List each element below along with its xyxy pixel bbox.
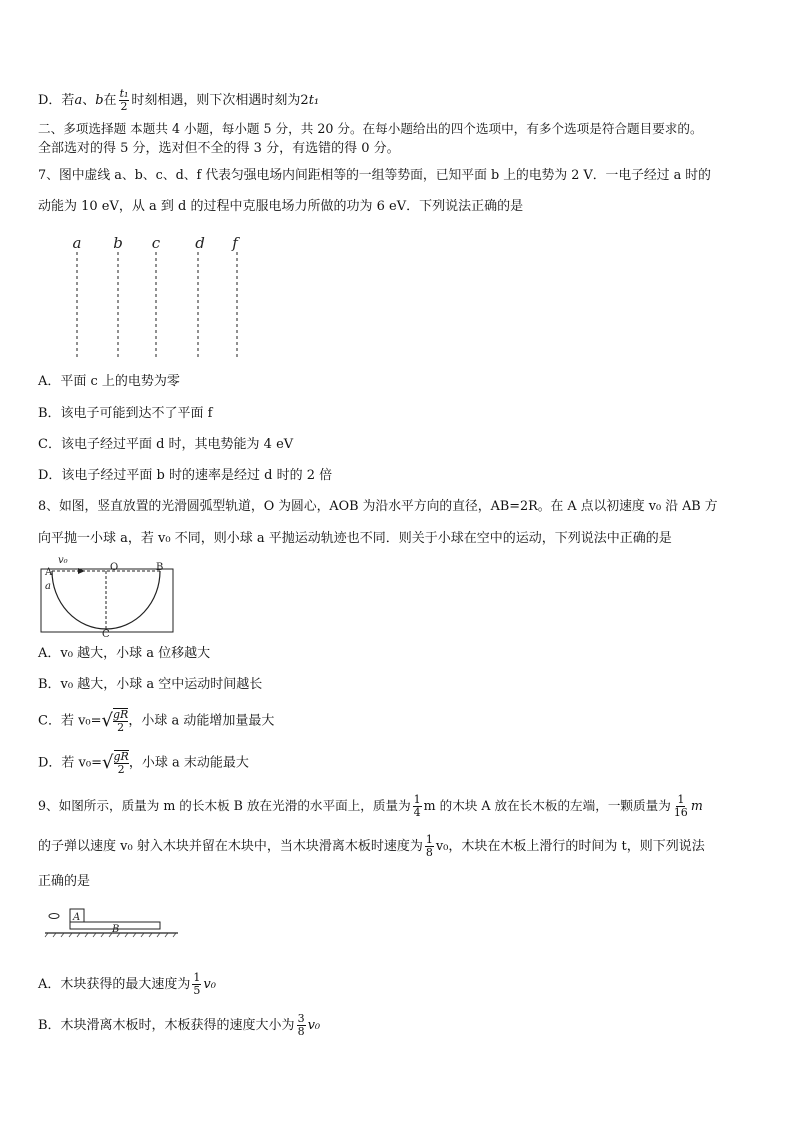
frac-denominator: 5: [193, 984, 201, 997]
q9-stem-line1: [38, 794, 703, 819]
q6-optd-t: t₁: [308, 93, 320, 108]
q8-optd-post: ，小球 a 末动能最大: [128, 755, 249, 771]
q9-stem-line3: 正确的是: [38, 874, 91, 889]
frac-numerator: 1: [413, 793, 421, 806]
sqrt-numerator: gR: [113, 750, 129, 763]
frac-numerator: 1: [425, 833, 433, 846]
q6-optd-b: b: [95, 93, 104, 108]
q9-opta-post: v₀: [203, 977, 216, 992]
q9-stem-line2: [38, 834, 705, 859]
sqrt-denominator: 2: [117, 721, 125, 734]
q8-optc-prefix: C．若 v₀=: [38, 713, 102, 729]
sqrt-sign-icon: √: [101, 710, 114, 731]
q9-line2-post: v₀，木块在木板上滑行的时间为 t，则下列说法: [435, 839, 705, 854]
label-O: O: [110, 562, 119, 573]
q8-stem-line2: 向平抛一小球 a，若 v₀ 不同，则小球 a 平抛运动轨迹也不同．则关于小球在空中的运动，下列说法中正确的是: [38, 531, 672, 546]
q9-line1-end: m: [690, 798, 703, 813]
q6-optd-sep: 、: [82, 93, 96, 108]
frac-denominator: 16: [673, 806, 688, 819]
q8-optc-post: ，小球 a 动能增加量最大: [128, 713, 275, 729]
q8-optd-sqrt: [102, 750, 129, 776]
label-c: c: [151, 234, 161, 252]
section2-line1: 二、多项选择题 本题共 4 小题，每小题 5 分，共 20 分。在每小题给出的四个选项中，有多个选项是符合题目要求的。: [38, 121, 703, 136]
bullet-icon: [49, 914, 59, 919]
q7-option-c: C．该电子经过平面 d 时，其电势能为 4 eV: [38, 437, 294, 452]
q8-optd-prefix: D．若 v₀=: [38, 755, 103, 771]
q9-frac-1-16: [673, 794, 689, 819]
frac-denominator: 8: [425, 846, 433, 859]
q6-optd-post: 时刻相遇，则下次相遇时刻为2: [131, 93, 309, 108]
q8-option-c: [38, 708, 274, 734]
label-b: b: [113, 234, 123, 252]
q9-line2-pre: 的子弹以速度 v₀ 射入木块并留在木块中，当木块滑离木板时速度为: [38, 839, 423, 854]
label-d: d: [195, 234, 205, 252]
q9-line1-mid: m 的木块 A 放在长木板的左端，一颗质量为: [423, 798, 671, 813]
q9-opta-prefix: A．木块获得的最大速度为: [38, 977, 191, 992]
section2-line2: 全部选对的得 5 分，选对但不全的得 3 分，有选错的得 0 分。: [38, 141, 400, 156]
q7-option-a: A．平面 c 上的电势为零: [38, 374, 180, 389]
sqrt-sign-icon: √: [102, 752, 114, 773]
label-A: A: [45, 567, 53, 578]
frac-numerator: 1: [193, 971, 201, 984]
frac-denominator: 4: [413, 806, 421, 819]
q8-option-a: A．v₀ 越大，小球 a 位移越大: [38, 646, 211, 661]
frac-numerator: 3: [297, 1012, 305, 1025]
q7-equipotential-diagram: [60, 230, 260, 362]
q8-option-d: [38, 750, 249, 776]
label-A: A: [73, 912, 81, 923]
q8-stem-line1: 8、如图，竖直放置的光滑圆弧型轨道，O 为圆心，AOB 为沿水平方向的直径，AB=2R。在 A 点以初速度 v₀ 沿 AB 方: [38, 499, 718, 514]
frac-numerator: 1: [677, 793, 685, 806]
label-B: B: [156, 562, 164, 573]
frac-denominator: 2: [120, 100, 128, 113]
label-v0: v₀: [58, 555, 68, 566]
q7-stem-line2: 动能为 10 eV，从 a 到 d 的过程中克服电场力所做的功为 6 eV．下列说法正确的是: [38, 199, 524, 214]
q6-option-d: [38, 88, 319, 113]
sqrt-denominator: 2: [117, 763, 125, 776]
frac-denominator: 8: [297, 1025, 305, 1038]
q8-arc-track-diagram: [38, 553, 178, 639]
q9-optb-prefix: B．木块滑离木板时，木板获得的速度大小为: [38, 1018, 295, 1033]
label-C: C: [102, 629, 110, 639]
frac-numerator: t₁: [119, 87, 129, 100]
label-a: a: [72, 234, 82, 252]
q9-option-b: [38, 1013, 320, 1038]
q6-optd-mid: 在: [103, 93, 117, 108]
q9-opta-fraction: [192, 972, 201, 997]
q7-option-b: B．该电子可能到达不了平面 f: [38, 406, 213, 421]
q9-frac-1-8: [425, 834, 434, 859]
label-a: a: [45, 581, 51, 592]
q9-line1-pre: 9、如图所示，质量为 m 的长木板 B 放在光滑的水平面上，质量为: [38, 798, 411, 813]
q8-optc-sqrt: [102, 708, 129, 734]
q9-optb-post: v₀: [307, 1018, 321, 1033]
label-f: f: [232, 234, 238, 252]
q8-option-b: B．v₀ 越大，小球 a 空中运动时间越长: [38, 677, 263, 692]
q9-frac-1-4: [413, 794, 422, 819]
q6-optd-fraction: [119, 88, 130, 113]
arc-track: [52, 571, 160, 629]
q6-optd-prefix: D．若: [38, 93, 75, 108]
q7-option-d: D．该电子经过平面 b 时的速率是经过 d 时的 2 倍: [38, 468, 333, 483]
label-B: B: [112, 924, 120, 935]
q7-stem-line1: 7、图中虚线 a、b、c、d、f 代表匀强电场内间距相等的一组等势面，已知平面 b 上的电势为 2 V．一电子经过 a 时的: [38, 168, 711, 183]
q9-optb-fraction: [297, 1013, 306, 1038]
q9-board-block-diagram: [42, 906, 182, 940]
sqrt-numerator: gR: [113, 708, 129, 721]
q9-option-a: [38, 972, 216, 997]
q6-optd-a: a: [74, 93, 83, 108]
